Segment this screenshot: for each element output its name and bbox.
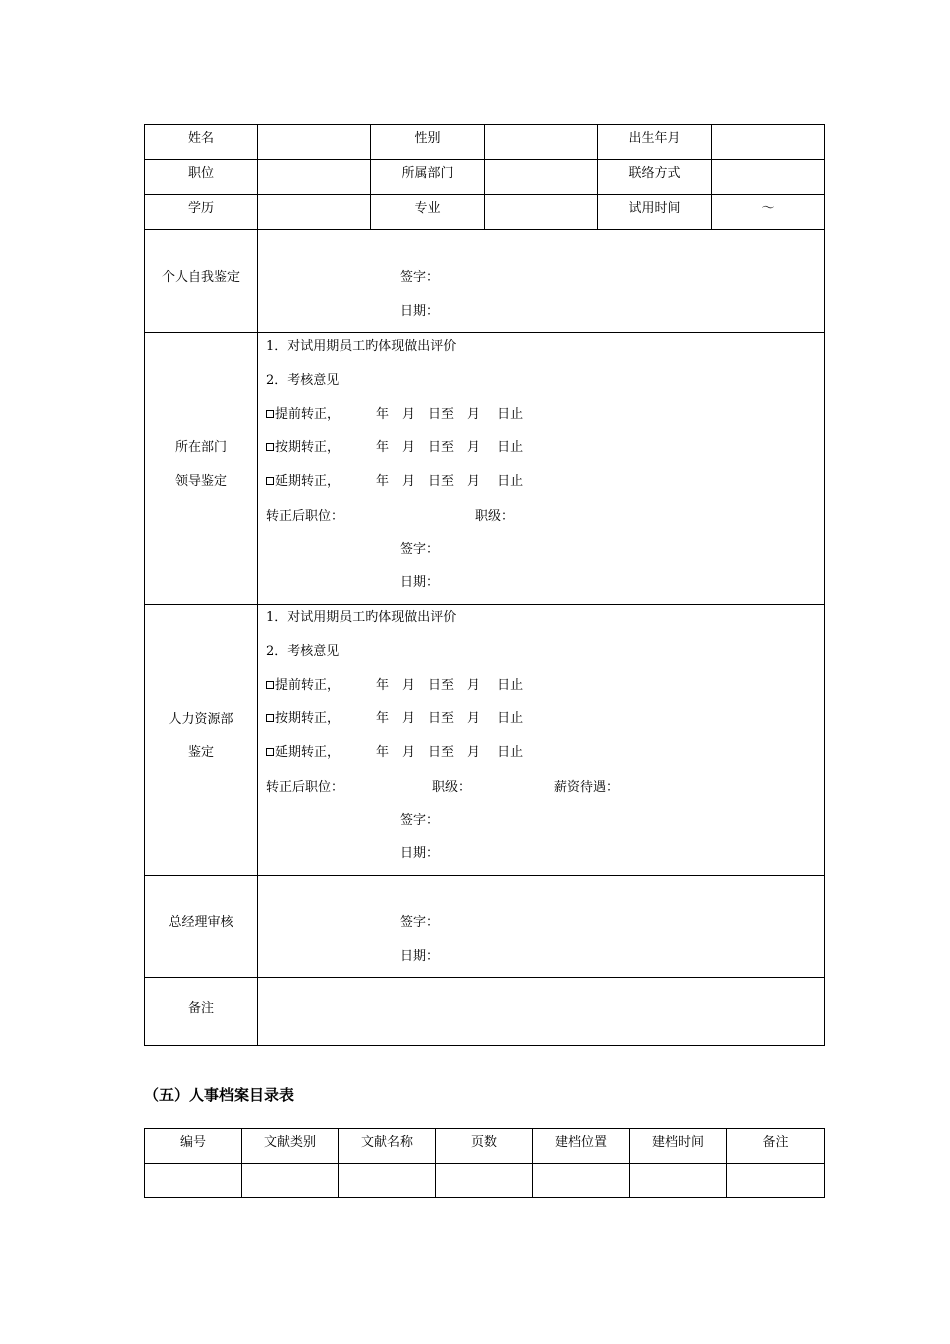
checkbox-icon[interactable] [266, 443, 274, 451]
hr-option-early: 提前转正， [266, 678, 340, 694]
dept-range-ontime: 年 月 日至 月 日止 [376, 440, 524, 455]
label-self-evaluation: 个人自我鉴定 [161, 270, 240, 285]
label-gm-review: 总经理审核 [168, 915, 234, 930]
checkbox-icon[interactable] [266, 681, 274, 689]
dept-date: 日期： [400, 575, 440, 590]
archive-header-time: 建档时间 [651, 1135, 704, 1150]
hr-item-1: 1．对试用期员工旳体现做出评价 [266, 610, 457, 625]
dept-range-early: 年 月 日至 月 日止 [376, 407, 524, 422]
dept-range-delayed: 年 月 日至 月 日止 [376, 474, 524, 489]
dept-grade: 职级： [475, 509, 515, 524]
dept-sign: 签字： [400, 542, 440, 557]
label-name: 姓名 [187, 131, 214, 146]
label-dept-appraisal-2: 领导鉴定 [174, 474, 227, 489]
archive-header-number: 编号 [179, 1135, 206, 1150]
label-birth: 出生年月 [628, 131, 681, 146]
hr-range-ontime: 年 月 日至 月 日止 [376, 711, 524, 726]
hr-date: 日期： [400, 846, 440, 861]
label-department: 所属部门 [401, 166, 454, 181]
hr-item-2: 2．考核意见 [266, 644, 340, 659]
archive-header-pages: 页数 [470, 1135, 497, 1150]
self-eval-date: 日期： [400, 304, 440, 319]
checkbox-icon[interactable] [266, 748, 274, 756]
label-trial-period: 试用时间 [628, 201, 681, 216]
hr-option-delayed: 延期转正， [266, 745, 340, 761]
label-remark: 备注 [187, 1001, 214, 1016]
hr-salary: 薪资待遇： [554, 780, 620, 795]
label-dept-appraisal-1: 所在部门 [174, 440, 227, 455]
hr-range-early: 年 月 日至 月 日止 [376, 678, 524, 693]
checkbox-icon[interactable] [266, 477, 274, 485]
archive-header-doc-name: 文献名称 [360, 1135, 413, 1150]
label-major: 专业 [414, 201, 441, 216]
dept-item-2: 2．考核意见 [266, 373, 340, 388]
gm-sign: 签字： [400, 915, 440, 930]
label-hr-appraisal-1: 人力资源部 [168, 712, 234, 727]
archive-header-doc-category: 文献类别 [263, 1135, 316, 1150]
self-eval-sign: 签字： [400, 270, 440, 285]
archive-header-location: 建档位置 [554, 1135, 607, 1150]
hr-sign: 签字： [400, 813, 440, 828]
dept-option-early: 提前转正， [266, 407, 340, 423]
label-position: 职位 [187, 166, 214, 181]
label-contact: 联络方式 [628, 166, 681, 181]
label-gender: 性别 [414, 131, 441, 146]
label-education: 学历 [187, 201, 214, 216]
gm-date: 日期： [400, 949, 440, 964]
checkbox-icon[interactable] [266, 410, 274, 418]
section-title: （五）人事档案目录表 [144, 1086, 295, 1104]
dept-option-ontime: 按期转正， [266, 440, 340, 456]
dept-post-position: 转正后职位： [266, 509, 345, 524]
trial-period-separator: ～ [761, 201, 775, 216]
label-hr-appraisal-2: 鉴定 [187, 745, 214, 760]
hr-option-ontime: 按期转正， [266, 711, 340, 727]
dept-item-1: 1．对试用期员工旳体现做出评价 [266, 339, 457, 354]
hr-grade: 职级： [432, 780, 472, 795]
hr-post-position: 转正后职位： [266, 780, 345, 795]
checkbox-icon[interactable] [266, 714, 274, 722]
hr-range-delayed: 年 月 日至 月 日止 [376, 745, 524, 760]
dept-option-delayed: 延期转正， [266, 474, 340, 490]
archive-header-remark: 备注 [762, 1135, 789, 1150]
